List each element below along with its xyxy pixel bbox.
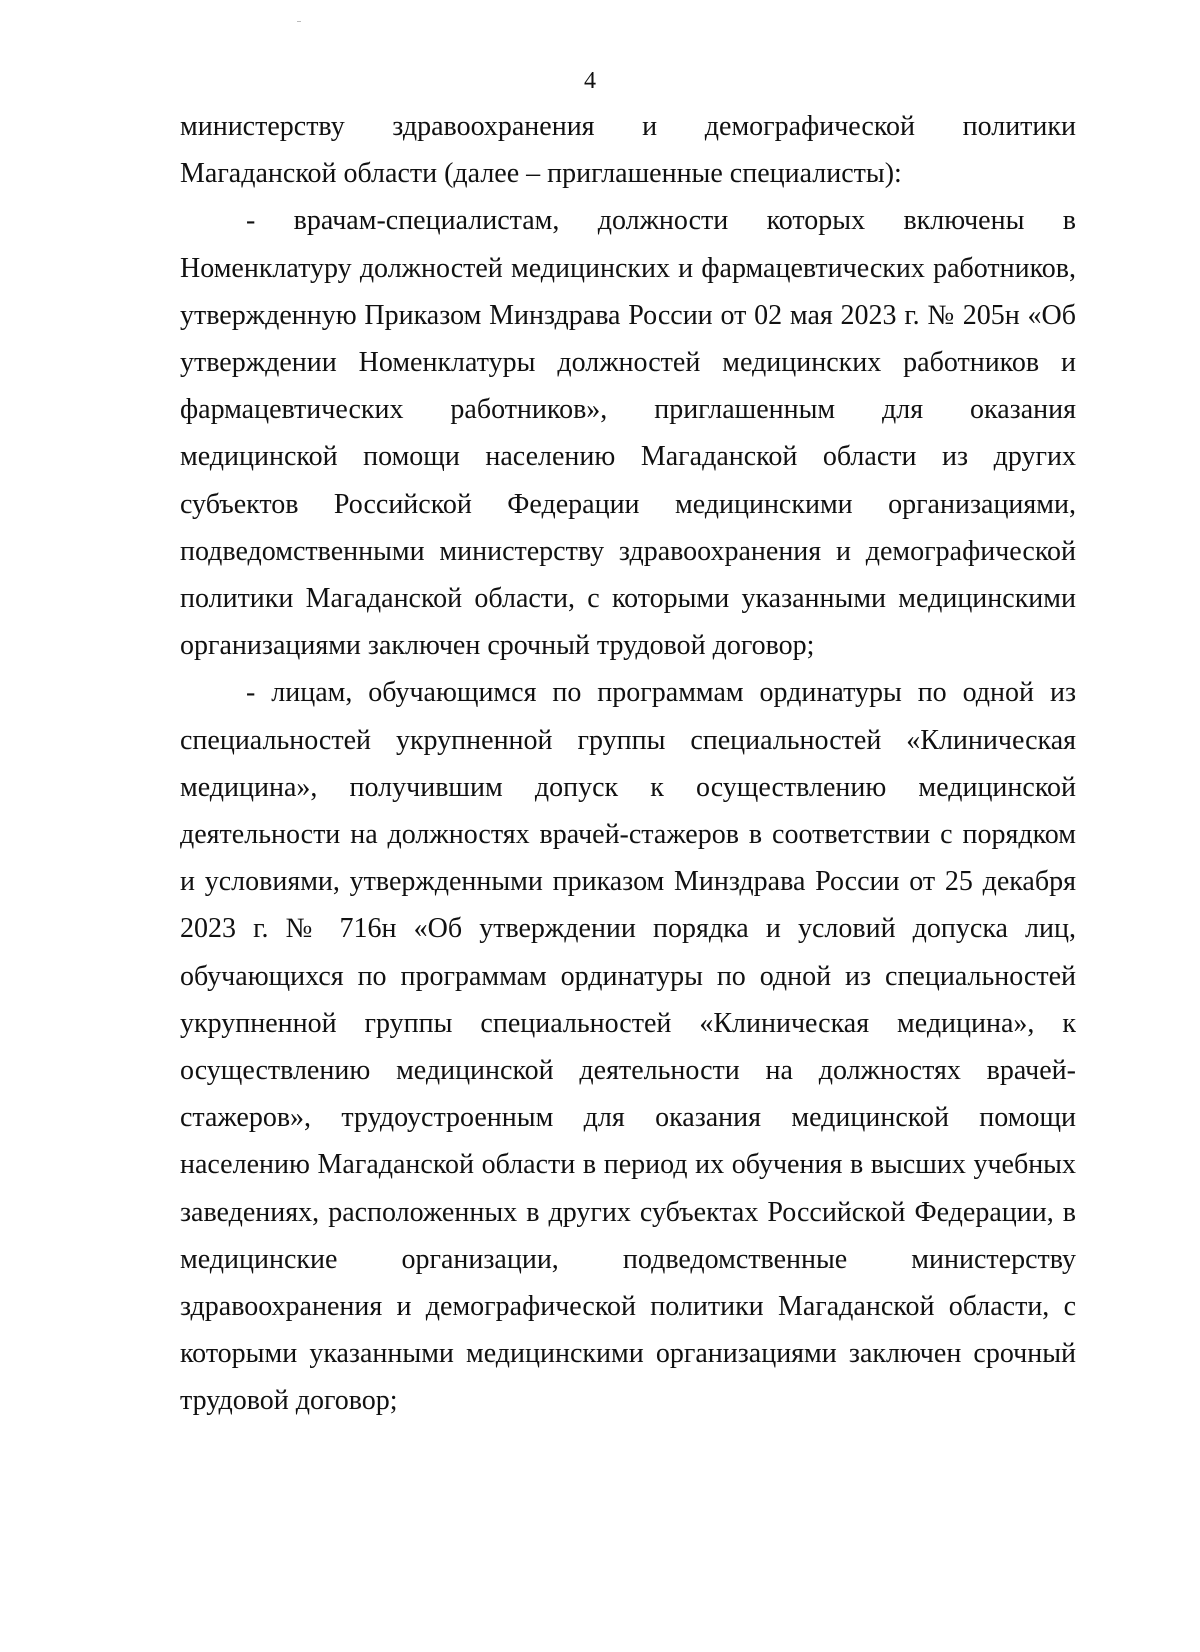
document-body xyxy=(180,103,1076,1425)
scan-artifact xyxy=(297,21,301,22)
paragraph-item-residents: - лицам, обучающимся по программам ординатуры по одной из специальностей укрупненной группы специальностей «Клиническая медицина», получившим допуск к осуществлению медицинской деятельности на должностях врачей-стажеров в соответствии с порядком и условиями, утвержденными приказом Минздрава России от 25 декабря 2023 г. № 716н «Об утверждении порядка и условий допуска лиц, обучающихся по программам ординатуры по одной из специальностей укрупненной группы специальностей «Клиническая медицина», к осуществлению медицинской деятельности на должностях врачей-стажеров», трудоустроенным для оказания медицинской помощи населению Магаданской области в период их обучения в высших учебных заведениях, расположенных в других субъектах Российской Федерации, в медицинские организации, подведомственные министерству здравоохранения и демографической политики Магаданской области, с которыми указанными медицинскими организациями заключен срочный трудовой договор; xyxy=(180,677,1076,1417)
paragraph-item-specialists: - врачам-специалистам, должности которых включены в Номенклатуру должностей медицинских и фармацевтических работников, утвержденную Приказом Минздрава России от 02 мая 2023 г. № 205н «Об утверждении Номенклатуры должностей медицинских работников и фармацевтических работников», приглашенным для оказания медицинской помощи населению Магаданской области из других субъектов Российской Федерации медицинскими организациями, подведомственными министерству здравоохранения и демографической политики Магаданской области, с которыми указанными медицинскими организациями заключен срочный трудовой договор; xyxy=(180,205,1076,662)
paragraph-continuation: министерству здравоохранения и демографической политики Магаданской области (далее – приглашенные специалисты): xyxy=(180,111,1076,190)
page-number: 4 xyxy=(584,68,596,94)
